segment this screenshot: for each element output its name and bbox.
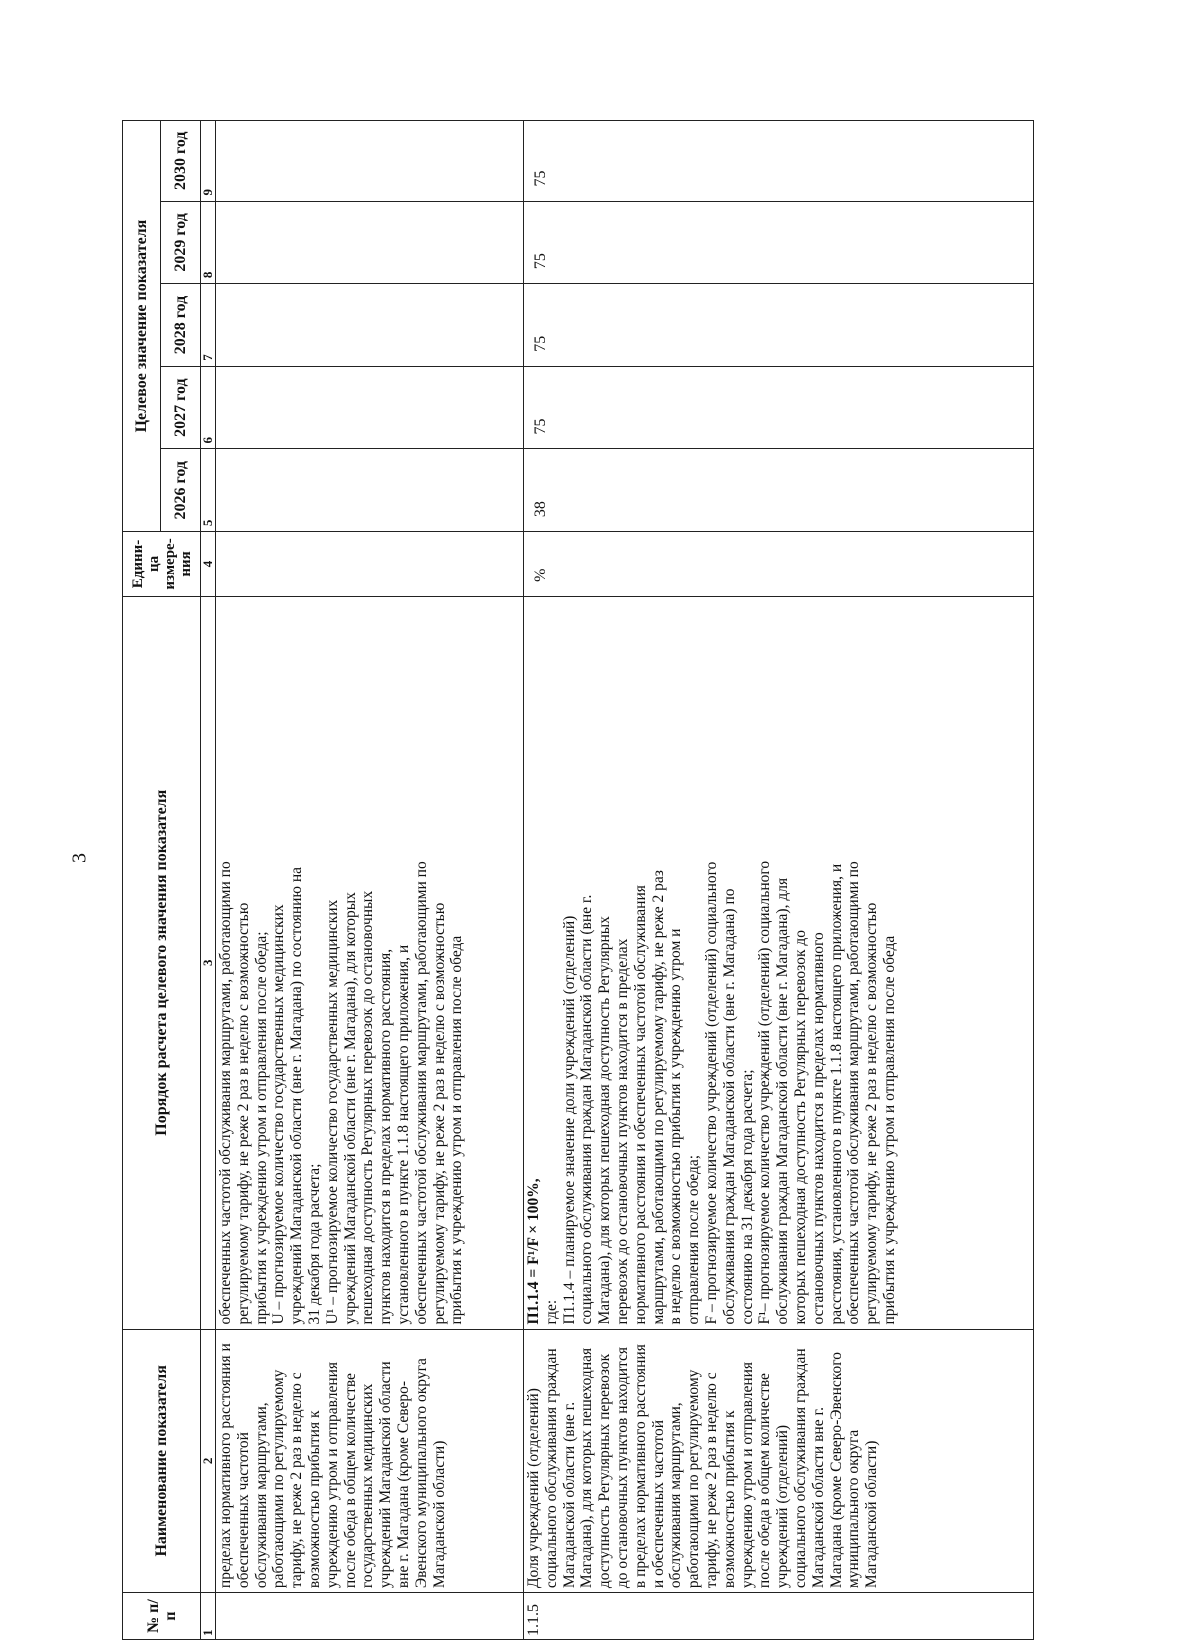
formula-main: П1.1.4 = F¹/F × 100%,	[525, 1178, 542, 1325]
name-line: учреждению утром и отправления	[738, 1361, 756, 1589]
formula-line: учреждений Магаданской области (вне г. Магадана) по состоянию на	[288, 866, 306, 1325]
name-line: и обеспеченных частотой	[649, 1419, 667, 1589]
row-id: 1.1.5	[524, 1593, 1034, 1640]
indicator-name	[524, 1329, 1034, 1593]
name-line: вне г. Магадана (кроме Северо-	[394, 1381, 412, 1589]
calculation-method	[524, 596, 1034, 1329]
row-id	[216, 1593, 524, 1640]
formula-line: прибытия к учреждению утром и отправления после обеда	[880, 935, 898, 1325]
formula-line: Магадана), для которых пешеходная доступность Регулярных	[596, 916, 614, 1325]
name-line: учреждений (отделений)	[774, 1424, 792, 1589]
formula-line: регулируемому тарифу, не реже 2 раз в неделю с возможностью	[430, 902, 448, 1325]
value-2029	[216, 201, 524, 284]
formula-line: которых пешеходная доступность Регулярных перевозок до	[791, 929, 809, 1325]
name-line: Магаданской области (вне г.	[560, 1401, 578, 1589]
header-target-group: Целевое значение показателя	[123, 121, 161, 532]
rotated-sheet	[122, 120, 1034, 1640]
name-line: обслуживания маршрутами,	[252, 1402, 270, 1589]
formula-line: обслуживания граждан Магаданской области (вне г. Магадана), для	[774, 877, 792, 1325]
name-line: доступность Регулярных перевозок	[596, 1353, 614, 1589]
header-id: № п/п	[123, 1593, 201, 1640]
formula-line: установленного в пункте 1.1.8 настоящего приложения, и	[394, 944, 412, 1325]
formula-line: перевозок до остановочных пунктов находится в пределах	[613, 938, 631, 1325]
formula-line: социального обслуживания граждан Магаданской области (вне г.	[578, 894, 596, 1325]
column-number: 2	[201, 1329, 216, 1593]
formula-line: маршрутами, работающими по регулируемому тарифу, не реже 2 раз	[649, 870, 667, 1325]
name-line: работающими по регулируемому	[270, 1369, 288, 1589]
formula-line: регулируемому тарифу, не реже 2 раз в неделю с возможностью	[863, 902, 881, 1325]
name-line: Магаданской области)	[863, 1440, 881, 1589]
name-line: Доля учреждений (отделений)	[525, 1388, 542, 1589]
table-row	[524, 121, 1034, 1640]
name-line: Магадана), для которых пешеходная	[578, 1347, 596, 1589]
column-number: 3	[201, 596, 216, 1329]
unit-cell: %	[524, 532, 1034, 597]
name-line: государственных медицинских	[359, 1383, 377, 1589]
name-line: возможностью прибытия к	[305, 1410, 323, 1589]
formula-line: 31 декабря года расчета;	[305, 1163, 323, 1325]
formula-line: П1.1.4 – планируемое значение доли учреждений (отделений)	[560, 915, 578, 1325]
table-row	[216, 121, 524, 1640]
value-2030: 75	[524, 121, 1034, 202]
name-line: обеспеченных частотой	[234, 1432, 252, 1589]
column-number: 4	[201, 532, 216, 597]
name-line: Магаданской области)	[430, 1440, 448, 1589]
formula-line: состоянию на 31 декабря года расчета;	[738, 1069, 756, 1325]
formula-line: пешеходная доступность Регулярных перевозок до остановочных	[359, 890, 377, 1325]
header-year-2029: 2029 год	[161, 201, 201, 284]
header-year-2030: 2030 год	[161, 121, 201, 202]
name-line: Магаданской области вне г.	[809, 1407, 827, 1589]
formula-line: обеспеченных частотой обслуживания маршрутами, работающими по	[845, 861, 863, 1325]
name-line: обслуживания маршрутами,	[667, 1402, 685, 1589]
name-line: после обеда в общем количестве	[341, 1373, 359, 1589]
formula-line: учреждений Магаданской области (вне г. Магадана), для которых	[341, 892, 359, 1325]
indicators-table	[122, 120, 1034, 1640]
column-number: 5	[201, 449, 216, 532]
table-container	[122, 120, 1034, 1640]
formula-line: F – прогнозируемое количество учреждений (отделений) социального	[702, 861, 720, 1325]
name-line: Магадана (кроме Северо-Эвенского	[827, 1352, 845, 1589]
formula-line: нормативного расстояния и обеспеченных частотой обслуживания	[631, 885, 649, 1325]
value-2029: 75	[524, 201, 1034, 284]
header-name: Наименование показателя	[123, 1329, 201, 1593]
header-year-2028: 2028 год	[161, 284, 201, 367]
column-number: 8	[201, 201, 216, 284]
formula-line: U – прогнозируемое количество государственных медицинских	[270, 904, 288, 1325]
name-line: Эвенского муниципального округа	[412, 1358, 430, 1589]
formula-line: остановочных пунктов находится в пределах нормативного	[809, 932, 827, 1325]
formula-line: регулируемому тарифу, не реже 2 раз в неделю с возможностью	[234, 902, 252, 1325]
formula-line: обеспеченных частотой обслуживания маршрутами, работающими по	[217, 861, 234, 1325]
name-line: социального обслуживания граждан	[542, 1348, 560, 1589]
value-2027: 75	[524, 366, 1034, 449]
header-year-2026: 2026 год	[161, 449, 201, 532]
value-2027	[216, 366, 524, 449]
value-2028	[216, 284, 524, 367]
value-2026	[216, 449, 524, 532]
name-line: после обеда в общем количестве	[756, 1373, 774, 1589]
value-2028: 75	[524, 284, 1034, 367]
calculation-method	[216, 596, 524, 1329]
unit-cell	[216, 532, 524, 597]
name-line: тарифу, не реже 2 раз в неделю с	[702, 1372, 720, 1589]
column-number: 6	[201, 366, 216, 449]
formula-line: где:	[542, 1299, 560, 1325]
column-number: 7	[201, 284, 216, 367]
formula-line: пунктов находится в пределах нормативного расстояния,	[377, 948, 395, 1325]
column-number: 1	[201, 1593, 216, 1640]
value-2030	[216, 121, 524, 202]
value-2026: 38	[524, 449, 1034, 532]
name-line: муниципального округа	[845, 1429, 863, 1589]
formula-line: прибытия к учреждению утром и отправления после обеда;	[252, 931, 270, 1325]
header-formula: Порядок расчета целевого значения показателя	[123, 596, 201, 1329]
formula-line: отправления после обеда;	[685, 1154, 703, 1325]
indicator-name	[216, 1329, 524, 1593]
formula-line: прибытия к учреждению утром и отправления после обеда	[448, 935, 466, 1325]
name-line: учреждений Магаданской области	[377, 1361, 395, 1589]
name-line: возможностью прибытия к	[720, 1410, 738, 1589]
formula-line: расстояния, установленного в пункте 1.1.8 настоящего приложения, и	[827, 863, 845, 1325]
header-year-2027: 2027 год	[161, 366, 201, 449]
formula-line: F¹– прогнозируемое количество учреждений (отделений) социального	[756, 860, 774, 1325]
page-number: 3	[68, 853, 91, 863]
formula-line: в неделю с возможностью прибытия к учреждению утром и	[667, 928, 685, 1325]
name-line: социального обслуживания граждан	[791, 1348, 809, 1589]
header-unit: Едини-ца измере-ния	[123, 532, 201, 597]
formula-line: U¹ – прогнозируемое количество государственных медицинских	[323, 899, 341, 1325]
name-line: пределах нормативного расстояния и	[217, 1343, 234, 1589]
name-line: тарифу, не реже 2 раз в неделю с	[288, 1372, 306, 1589]
formula-line: обслуживания граждан Магаданской области (вне г. Магадана) по	[720, 888, 738, 1325]
formula-line: обеспеченных частотой обслуживания маршрутами, работающими по	[412, 861, 430, 1325]
column-number: 9	[201, 121, 216, 202]
name-line: до остановочных пунктов находится	[613, 1347, 631, 1589]
column-number-row	[201, 121, 216, 1640]
name-line: учреждению утром и отправления	[323, 1361, 341, 1589]
name-line: в пределах нормативного расстояния	[631, 1344, 649, 1589]
name-line: работающими по регулируемому	[685, 1369, 703, 1589]
